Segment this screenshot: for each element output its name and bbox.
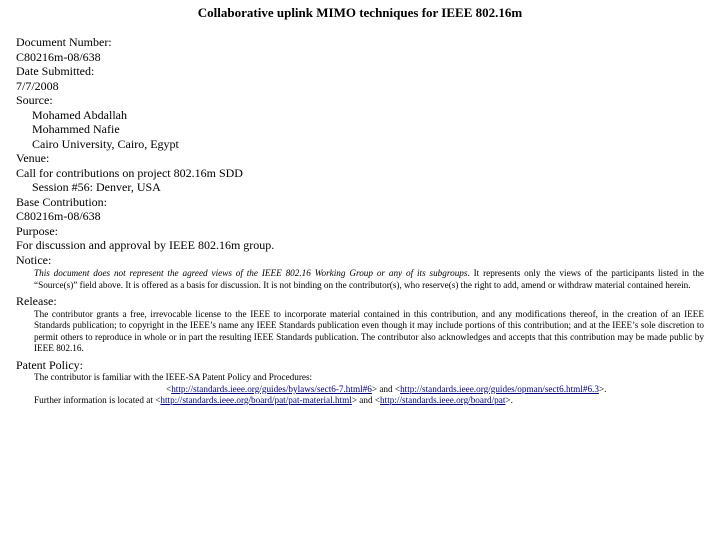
further-and: > and < [351, 395, 381, 405]
patent-policy-label: Patent Policy: [16, 357, 83, 372]
further-prefix: Further information is located at < [34, 395, 161, 405]
venue-label: Venue: [16, 151, 50, 165]
board-pat-link[interactable]: http://standards.ieee.org/board/pat [380, 395, 506, 405]
opman-link[interactable]: http://standards.ieee.org/guides/opman/sect6.html#6.3 [400, 383, 599, 394]
notice-label: Notice: [16, 252, 52, 267]
patent-end: >. [598, 383, 607, 394]
release-label: Release: [16, 294, 57, 308]
source-label: Source: [16, 93, 53, 107]
further-info [34, 395, 706, 407]
doc-number-label: Document Number: [16, 35, 112, 49]
patent-links: <http://standards.ieee.org/guides/bylaws/sect6-7.html#6> and <http://standards.ieee.org/guides/opman/sect6.html#6.3>. [166, 383, 607, 394]
purpose-label: Purpose: [16, 223, 58, 238]
patent-intro: The contributor is familiar with the IEEE-SA Patent Policy and Procedures: [34, 372, 313, 382]
notice-rest: . It represents only the views of the participants listed in the “Source(s)” field above. It is offered as a basis for discussion. It is not binding on the contributor(s), who reserve(s) the right to add, amend or withdraw material contained herein. [34, 268, 704, 290]
base-contribution-label: Base Contribution: [16, 194, 107, 209]
document-title: Collaborative uplink MIMO techniques for IEEE 802.16m [197, 5, 523, 20]
contribution-fields [16, 35, 706, 407]
purpose-value: For discussion and approval by IEEE 802.16m group. [16, 238, 275, 252]
date-label: Date Submitted: [16, 64, 95, 78]
bylaws-link[interactable]: http://standards.ieee.org/guides/bylaws/sect6-7.html#6 [171, 383, 372, 394]
patent-and: > and < [371, 383, 401, 394]
venue-value: Call for contributions on project 802.16m SDD [16, 165, 243, 180]
notice-text [34, 268, 704, 291]
date-value: 7/7/2008 [16, 78, 59, 93]
venue-session: Session #56: Denver, USA [32, 180, 161, 194]
notice-italic: This document does not represent the agreed views of the IEEE 802.16 Working Group or any of its subgroups [34, 268, 468, 278]
release-text: The contributor grants a free, irrevocable license to the IEEE to incorporate material contained in this contribution, and any modifications thereof, in the creation of an IEEE Standards publication; to copyright in the IEEE’s name any IEEE Standards publication even though it may include portions of this contribution; and at the IEEE’s sole discretion to permit others to reproduce in whole or in part the resulting IEEE Standards publication. The contributor also acknowledges and accepts that this contribution may be made public by IEEE 802.16. [34, 308, 704, 353]
source-affiliation: Cairo University, Cairo, Egypt [32, 136, 179, 151]
source-author-2: Mohammed Nafie [32, 122, 120, 136]
pat-material-link[interactable]: http://standards.ieee.org/board/pat/pat-material.html [160, 395, 352, 405]
further-end: >. [505, 395, 513, 405]
base-contribution-value: C80216m-08/638 [16, 209, 101, 223]
source-author-1: Mohamed Abdallah [32, 107, 127, 122]
doc-number-value: C80216m-08/638 [16, 49, 101, 64]
